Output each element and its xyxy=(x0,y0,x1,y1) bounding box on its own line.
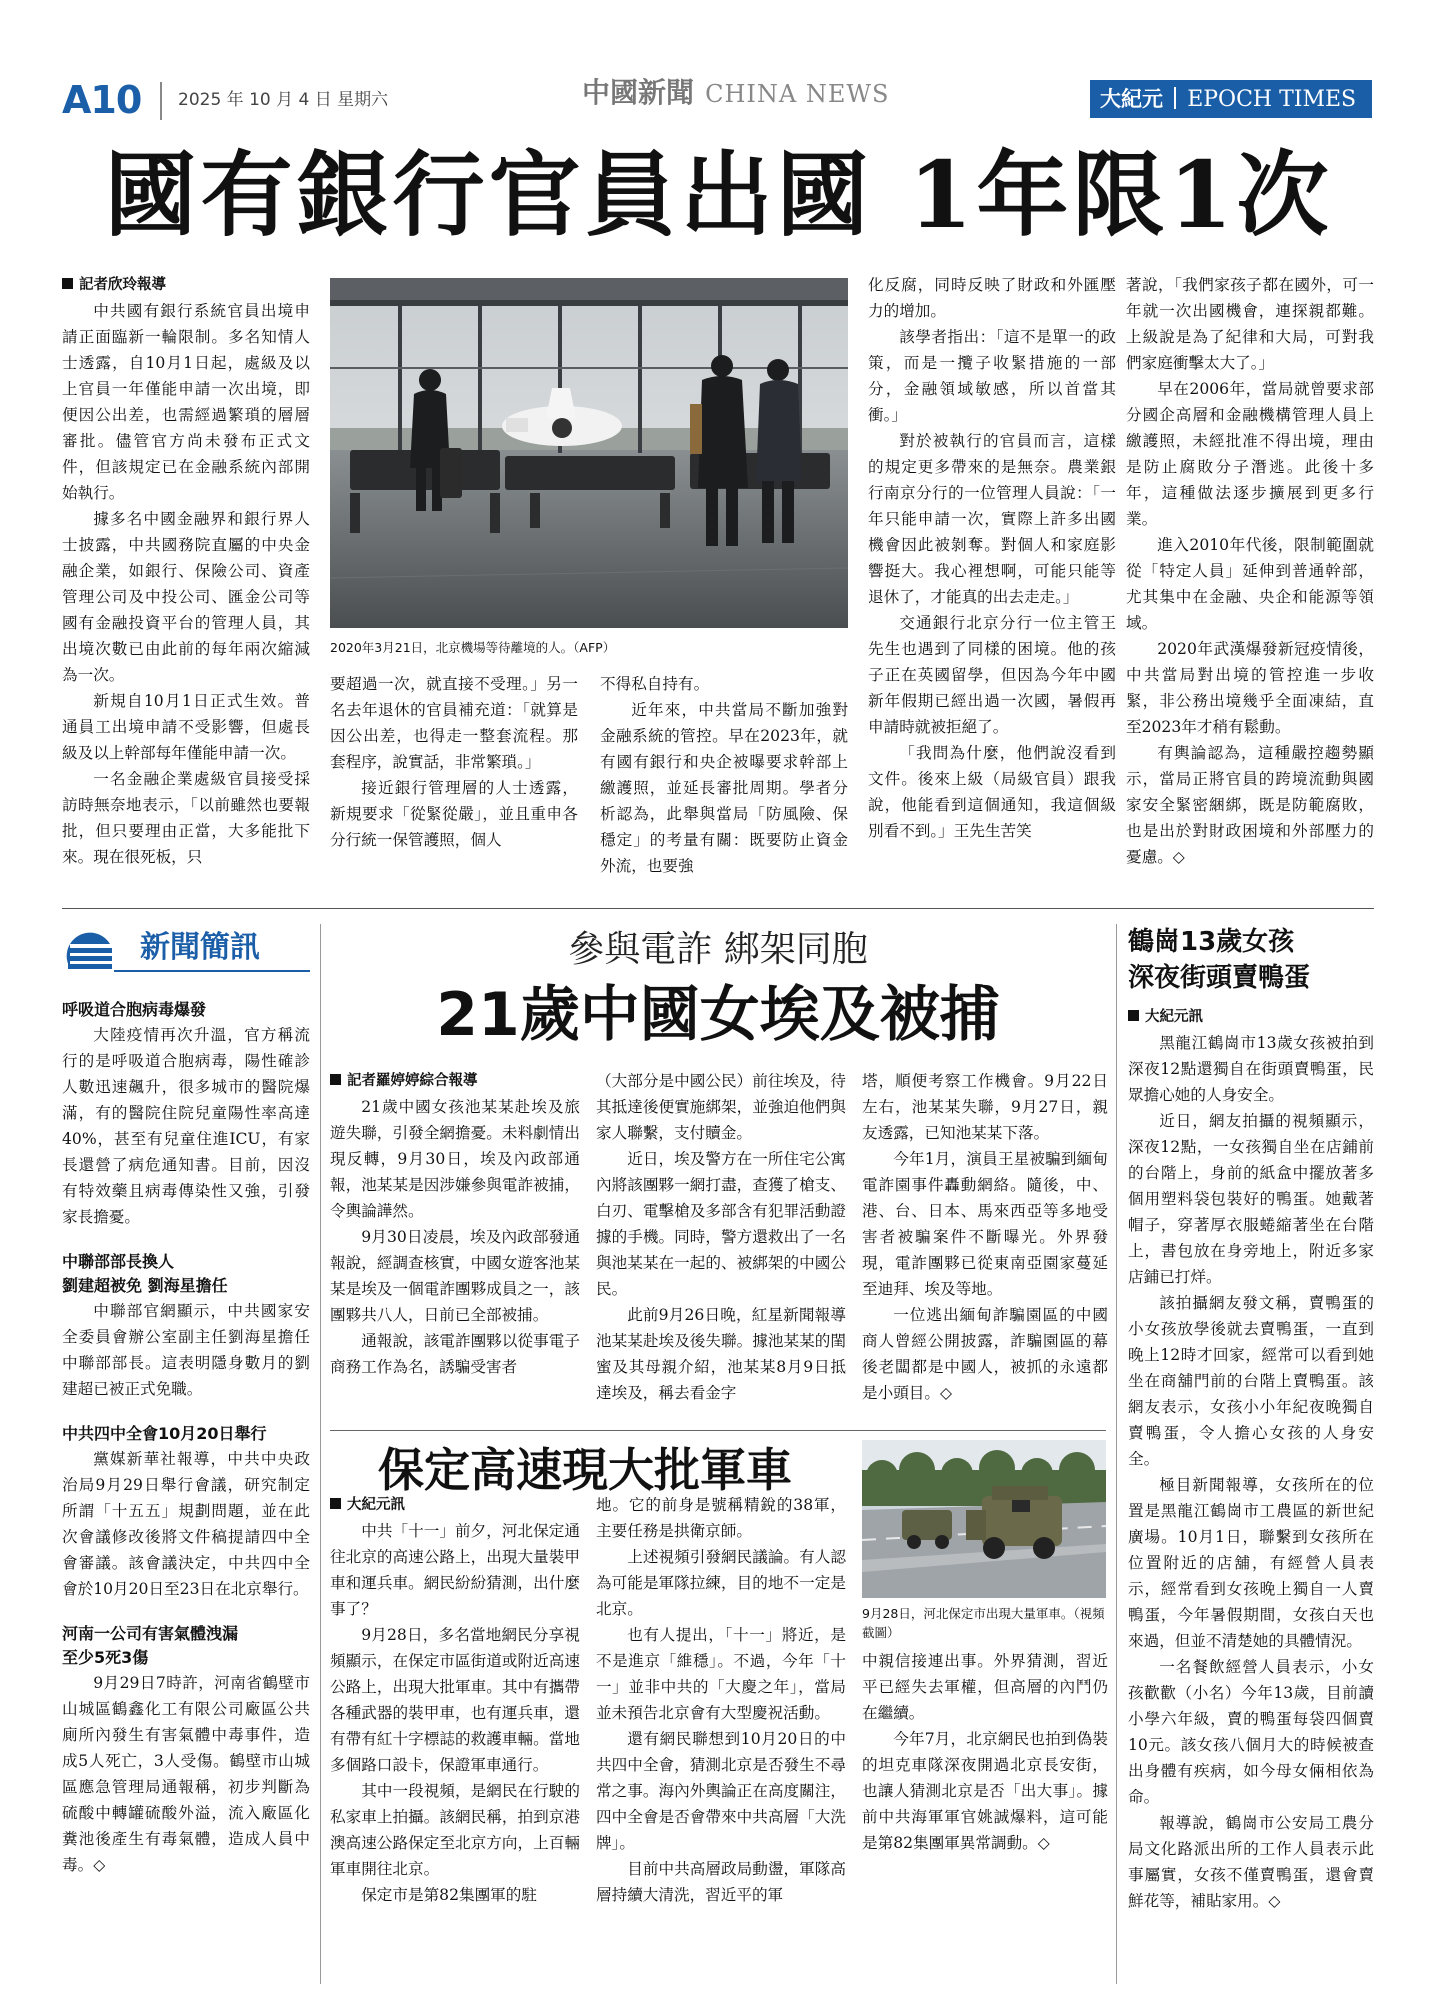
military-column-1 xyxy=(330,1492,580,1982)
byline-square-icon xyxy=(62,278,73,289)
section-divider xyxy=(62,908,1374,909)
paragraph: 黑龍江鶴崗市13歲女孩被拍到深夜12點還獨自在街頭賣鴨蛋，民眾擔心她的人身安全。 xyxy=(1128,1034,1374,1104)
brief-heading: 中聯部部長換人 劉建超被免 劉海星擔任 xyxy=(62,1252,228,1295)
paragraph: 中共「十一」前夕，河北保定通往北京的高速公路上，出現大量裝甲車和運兵車。網民紛紛猜測，出什麼事了？ xyxy=(330,1522,580,1618)
paragraph: 此前9月26日晚，紅星新聞報導池某某赴埃及後失聯。據池某某的閨蜜及其母親介紹，池某某8月9日抵達埃及，稱去看金字 xyxy=(596,1306,846,1402)
paragraph: 一位逃出緬甸詐騙園區的中國商人曾經公開披露，詐騙園區的幕後老闆都是中國人，被抓的永遠都是小頭目。◇ xyxy=(862,1306,1108,1402)
paragraph: 早在2006年，當局就曾要求部分國企高層和金融機構管理人員上繳護照，未經批准不得出境，理由是防止腐敗分子潛逃。此後十多年，這種做法逐步擴展到更多行業。 xyxy=(1126,380,1374,528)
fraud-kicker: 參與電詐 綁架同胞 xyxy=(568,929,868,970)
brand-logo-divider xyxy=(1174,87,1176,109)
military-column-3 xyxy=(862,1648,1108,1982)
girl-column xyxy=(1128,1004,1374,1982)
lead-column-5 xyxy=(1126,272,1374,890)
lead-column-4 xyxy=(868,272,1116,890)
girl-byline xyxy=(1128,1004,1374,1030)
byline-square-icon xyxy=(330,1074,341,1085)
fraud-headline: 21歲中國女埃及被捕 xyxy=(436,980,1000,1050)
paragraph: 進入2010年代後，限制範圍就從「特定人員」延伸到普通幹部，尤其集中在金融、央企和能源等領域。 xyxy=(1126,536,1374,632)
military-column-2 xyxy=(596,1492,846,1982)
briefs-title-text: 新聞簡訊 xyxy=(140,930,260,965)
issue-date: 2025 年 10 月 4 日 星期六 xyxy=(178,90,389,110)
paragraph: 還有網民聯想到10月20日的中共四中全會，猜測北京是否發生不尋常之事。海內外輿論正在高度關注，四中全會是否會帶來中共高層「大洗牌」。 xyxy=(596,1730,846,1852)
paragraph: 著說，「我們家孩子都在國外，可一年就一次出國機會，連探親都難。上級說是為了紀律和大局，可對我們家庭衝擊太大了。」 xyxy=(1126,276,1374,372)
lead-byline-text: 記者欣玲報導 xyxy=(79,277,166,293)
brand-logo-cn: 大紀元 xyxy=(1100,87,1163,111)
paragraph: 其中一段視頻，是網民在行駛的私家車上拍攝。該網民稱，拍到京港澳高速公路保定至北京方向，上百輛軍車開往北京。 xyxy=(330,1782,580,1878)
briefs-logo-icon xyxy=(62,924,114,974)
paragraph: 近年來，中共當局不斷加強對金融系統的管控。早在2023年，就有國有銀行和央企被曝要求幹部上繳護照，並延長審批周期。學者分析認為，此舉與當局「防風險、保穩定」的考量有關：既要防止資金外流，也要強 xyxy=(600,701,848,875)
paragraph: 要超過一次，就直接不受理。」另一名去年退休的官員補充道：「就算是因公出差，也得走一整套流程。那套程序，說實話，非常繁瑣。」 xyxy=(330,675,578,771)
brand-logo xyxy=(1090,80,1372,118)
paragraph: 據多名中國金融界和銀行界人士披露，中共國務院直屬的中央金融企業，如銀行、保險公司、資產管理公司及中投公司、匯金公司等國有金融投資平台的管理人員，其出境次數已由此前的每年兩次縮減為一次。 xyxy=(62,510,310,684)
brief-text: 大陸疫情再次升溫，官方稱流行的是呼吸道合胞病毒，陽性確診人數迅速飆升，很多城市的醫院爆滿，有的醫院住院兒童陽性率高達40%，甚至有兒童住進ICU，有家長還營了病危通知書。目前，因沒有特效藥且病毒傳染性又強，引發家長擔憂。 xyxy=(62,1026,310,1226)
paragraph: 一名金融企業處級官員接受採訪時無奈地表示，「以前雖然也要報批，但只要理由正當，大多能批下來。現在很死板，只 xyxy=(62,770,310,866)
brief-heading: 河南一公司有害氣體洩漏 至少5死3傷 xyxy=(62,1624,239,1667)
fraud-column-2 xyxy=(596,1068,846,1424)
military-vehicle-illustration xyxy=(862,1440,1106,1598)
paragraph: 新規自10月1日正式生效。普通員工出境申請不受影響，但處長級及以上幹部每年僅能申請一次。 xyxy=(62,692,310,762)
paragraph: 塔，順便考察工作機會。9月22日左右，池某某失聯，9月27日，親友透露，已知池某某下落。 xyxy=(862,1072,1108,1142)
byline-square-icon xyxy=(330,1498,341,1509)
paragraph: 交通銀行北京分行一位主管王先生也遇到了同樣的困境。他的孩子正在英國留學，但因為今年中國新年假期已經出過一次國，暑假再申請時就被拒絕了。 xyxy=(868,614,1116,736)
lead-column-2 xyxy=(330,671,578,891)
header-divider xyxy=(160,82,162,120)
lead-headline: 國有銀行官員出國 1年限1次 xyxy=(104,141,1333,249)
paragraph: 有輿論認為，這種嚴控趨勢顯示，當局正將官員的跨境流動與國家安全緊密綑綁，既是防範腐敗，也是出於對財政困境和外部壓力的憂慮。◇ xyxy=(1126,744,1374,866)
lead-photo-caption: 2020年3月21日，北京機場等待離境的人。（AFP） xyxy=(330,640,616,655)
military-byline-text: 大紀元訊 xyxy=(347,1497,405,1513)
paragraph: 該拍攝網友發文稱，賣鴨蛋的小女孩放學後就去賣鴨蛋，一直到晚上12時才回家，經常可以看到她坐在商舖門前的台階上賣鴨蛋。該網友表示，女孩小小年紀夜晚獨自賣鴨蛋，令人擔心女孩的人身安全。 xyxy=(1128,1294,1374,1468)
brand-logo-en: EPOCH TIMES xyxy=(1187,87,1357,112)
girl-headline: 鶴崗13歲女孩 深夜街頭賣鴨蛋 xyxy=(1128,927,1311,993)
briefs-title xyxy=(62,924,310,974)
paragraph: 對於被執行的官員而言，這樣的規定更多帶來的是無奈。農業銀行南京分行的一位管理人員說：「一年只能申請一次，實際上許多出國機會因此被剝奪。對個人和家庭影響挺大。我心裡想啊，可能只能等退休了，才能真的出去走走。」 xyxy=(868,432,1116,606)
column-rule xyxy=(1116,924,1117,1984)
paragraph: 通報說，該電詐團夥以從事電子商務工作為名，誘騙受害者 xyxy=(330,1332,580,1376)
paragraph: 保定市是第82集團軍的駐 xyxy=(361,1886,537,1904)
section-title-en: CHINA NEWS xyxy=(705,80,890,108)
airport-scene-illustration xyxy=(330,278,848,628)
paragraph: 極目新聞報導，女孩所在的位置是黑龍江鶴崗市工農區的新世紀廣場。10月1日，聯繫到女孩所在位置附近的店舖，有經營人員表示，經常看到女孩晚上獨自一人賣鴨蛋，今年暑假期間，女孩白天也來過，但並不清楚她的具體情況。 xyxy=(1128,1476,1374,1650)
paragraph: 中共國有銀行系統官員出境申請正面臨新一輪限制。多名知情人士透露，自10月1日起，處級及以上官員一年僅能申請一次出境，即便因公出差，也需經過繁瑣的層層審批。儘管官方尚未發布正式文件，但該規定已在金融系統內部開始執行。 xyxy=(62,302,310,502)
paragraph: 9月30日凌晨，埃及內政部發通報說，經調查核實，中國女遊客池某某是埃及一個電詐團夥成員之一，該團夥共八人，日前已全部被捕。 xyxy=(330,1228,580,1324)
military-photo xyxy=(862,1440,1106,1598)
paragraph: 中親信接連出事。外界猜測，習近平已經失去軍權，但高層的內鬥仍在繼續。 xyxy=(862,1652,1108,1722)
lead-byline xyxy=(62,272,310,298)
fraud-column-1 xyxy=(330,1068,580,1424)
brief-heading: 呼吸道合胞病毒爆發 xyxy=(62,1000,207,1019)
paragraph: 目前中共高層政局動盪，軍隊高層持續大清洗，習近平的軍 xyxy=(596,1860,846,1904)
paragraph: 9月28日，多名當地網民分享視頻顯示，在保定市區街道或附近高速公路上，出現大批軍車。其中有攜帶各種武器的裝甲車，也有運兵車，還有帶有紅十字標誌的救護車輛。當地多個路口設卡，保證軍車通行。 xyxy=(330,1626,580,1774)
section-title xyxy=(582,76,889,114)
paragraph: 一名餐飲經營人員表示，小女孩歡歡（小名）今年13歲，目前讀小學六年級，賣的鴨蛋每袋四個賣10元。該女孩八個月大的時候被查出身體有疾病，如今母女倆相依為命。 xyxy=(1128,1658,1374,1806)
column-rule xyxy=(320,924,321,1984)
paragraph: 地。它的前身是號稱精銳的38軍，主要任務是拱衛京師。 xyxy=(596,1496,846,1540)
briefs-column xyxy=(62,998,310,1978)
section-divider xyxy=(330,1430,1106,1431)
byline-square-icon xyxy=(1128,1010,1139,1021)
briefs-title-underline xyxy=(114,970,310,972)
paragraph: 「我問為什麼，他們說沒看到文件。後來上級（局級官員）跟我說，他能看到這個通知，我這個級別看不到。」王先生苦笑 xyxy=(868,744,1116,840)
military-byline xyxy=(330,1492,580,1518)
fraud-column-3 xyxy=(862,1068,1108,1424)
fraud-byline-text: 記者羅婷婷綜合報導 xyxy=(347,1073,478,1089)
paragraph: 化反腐，同時反映了財政和外匯壓力的增加。 xyxy=(868,276,1116,320)
military-photo-caption: 9月28日，河北保定市出現大量軍車。（視頻截圖） xyxy=(862,1606,1105,1640)
brief-text: 黨媒新華社報導，中共中央政治局9月29日舉行會議，研究制定所謂「十五五」規劃問題，並在此次會議修改後將文件稿提請四中全會審議。該會議決定，中共四中全會於10月20日至23日在北京舉行。 xyxy=(62,1450,310,1598)
paragraph: 近日，埃及警方在一所住宅公寓內將該團夥一網打盡，查獲了槍支、白刃、電擊槍及多部含有犯罪活動證據的手機。同時，警方還救出了一名與池某某在一起的、被綁架的中國公民。 xyxy=(596,1150,846,1298)
brief-text: 9月29日7時許，河南省鶴壁市山城區鶴鑫化工有限公司廠區公共廁所內發生有害氣體中毒事件，造成5人死亡，3人受傷。鶴壁市山城區應急管理局通報稱，初步判斷為硫酸中轉罐硫酸外溢，流入廠區化糞池後產生有毒氣體，造成人員中毒。◇ xyxy=(62,1674,310,1874)
paragraph: 不得私自持有。 xyxy=(600,675,710,693)
lead-column-1 xyxy=(62,272,310,890)
brief-heading: 中共四中全會10月20日舉行 xyxy=(62,1424,267,1443)
paragraph: 21歲中國女孩池某某赴埃及旅遊失聯，引發全網擔憂。未料劇情出現反轉，9月30日，埃及內政部通報，池某某是因涉嫌參與電詐被捕，令輿論譁然。 xyxy=(330,1098,580,1220)
girl-byline-text: 大紀元訊 xyxy=(1145,1009,1203,1025)
page-number: A10 xyxy=(62,78,142,122)
paragraph: 也有人提出，「十一」將近，是不是進京「維穩」。不過，今年「十一」並非中共的「大慶之年」，當局並未預告北京會有大型慶祝活動。 xyxy=(596,1626,846,1722)
paragraph: 今年1月，演員王星被騙到緬甸電詐園事件轟動網絡。隨後，中、港、台、日本、馬來西亞等多地受害者被騙案件不斷曝光。外界發現，電詐團夥已從東南亞園家蔓延至迪拜、埃及等地。 xyxy=(862,1150,1108,1298)
paragraph: （大部分是中國公民）前往埃及，待其抵達後便實施綁架，並強迫他們與家人聯繫，支付贖金。 xyxy=(596,1072,846,1142)
paragraph: 接近銀行管理層的人士透露，新規要求「從緊從嚴」，並且重申各分行統一保管護照，個人 xyxy=(330,779,578,849)
paragraph: 今年7月，北京網民也拍到偽裝的坦克車隊深夜開過北京長安街，也讓人猜測北京是否「出大事」。據前中共海軍軍官姚誠爆料，這可能是第82集團軍異常調動。◇ xyxy=(862,1730,1108,1852)
paragraph: 上述視頻引發網民議論。有人認為可能是軍隊拉練，目的地不一定是北京。 xyxy=(596,1548,846,1618)
brief-text: 中聯部官網顯示，中共國家安全委員會辦公室副主任劉海星擔任中聯部部長。這表明隱身數月的劉建超已被正式免職。 xyxy=(62,1302,310,1398)
fraud-byline xyxy=(330,1068,580,1094)
military-headline: 保定高速現大批軍車 xyxy=(378,1443,792,1497)
paragraph: 該學者指出：「這不是單一的政策，而是一攬子收緊措施的一部分，金融領域敏感，所以首當其衝。」 xyxy=(868,328,1116,424)
paragraph: 2020年武漢爆發新冠疫情後，中共當局對出境的管控進一步收緊，非公務出境幾乎全面凍結，直至2023年才稍有鬆動。 xyxy=(1126,640,1374,736)
section-title-cn: 中國新聞 xyxy=(582,76,695,109)
lead-column-3 xyxy=(600,671,848,891)
lead-photo xyxy=(330,278,848,628)
paragraph: 報導說，鶴崗市公安局工農分局文化路派出所的工作人員表示此事屬實，女孩不僅賣鴨蛋，還會賣鮮花等，補貼家用。◇ xyxy=(1128,1814,1374,1910)
paragraph: 近日，網友拍攝的視頻顯示，深夜12點，一女孩獨自坐在店鋪前的台階上，身前的紙盒中擺放著多個用塑料袋包裝好的鴨蛋。她戴著帽子，穿著厚衣服蜷縮著坐在台階上，書包放在身旁地上，附近多家店鋪已打烊。 xyxy=(1128,1112,1374,1286)
